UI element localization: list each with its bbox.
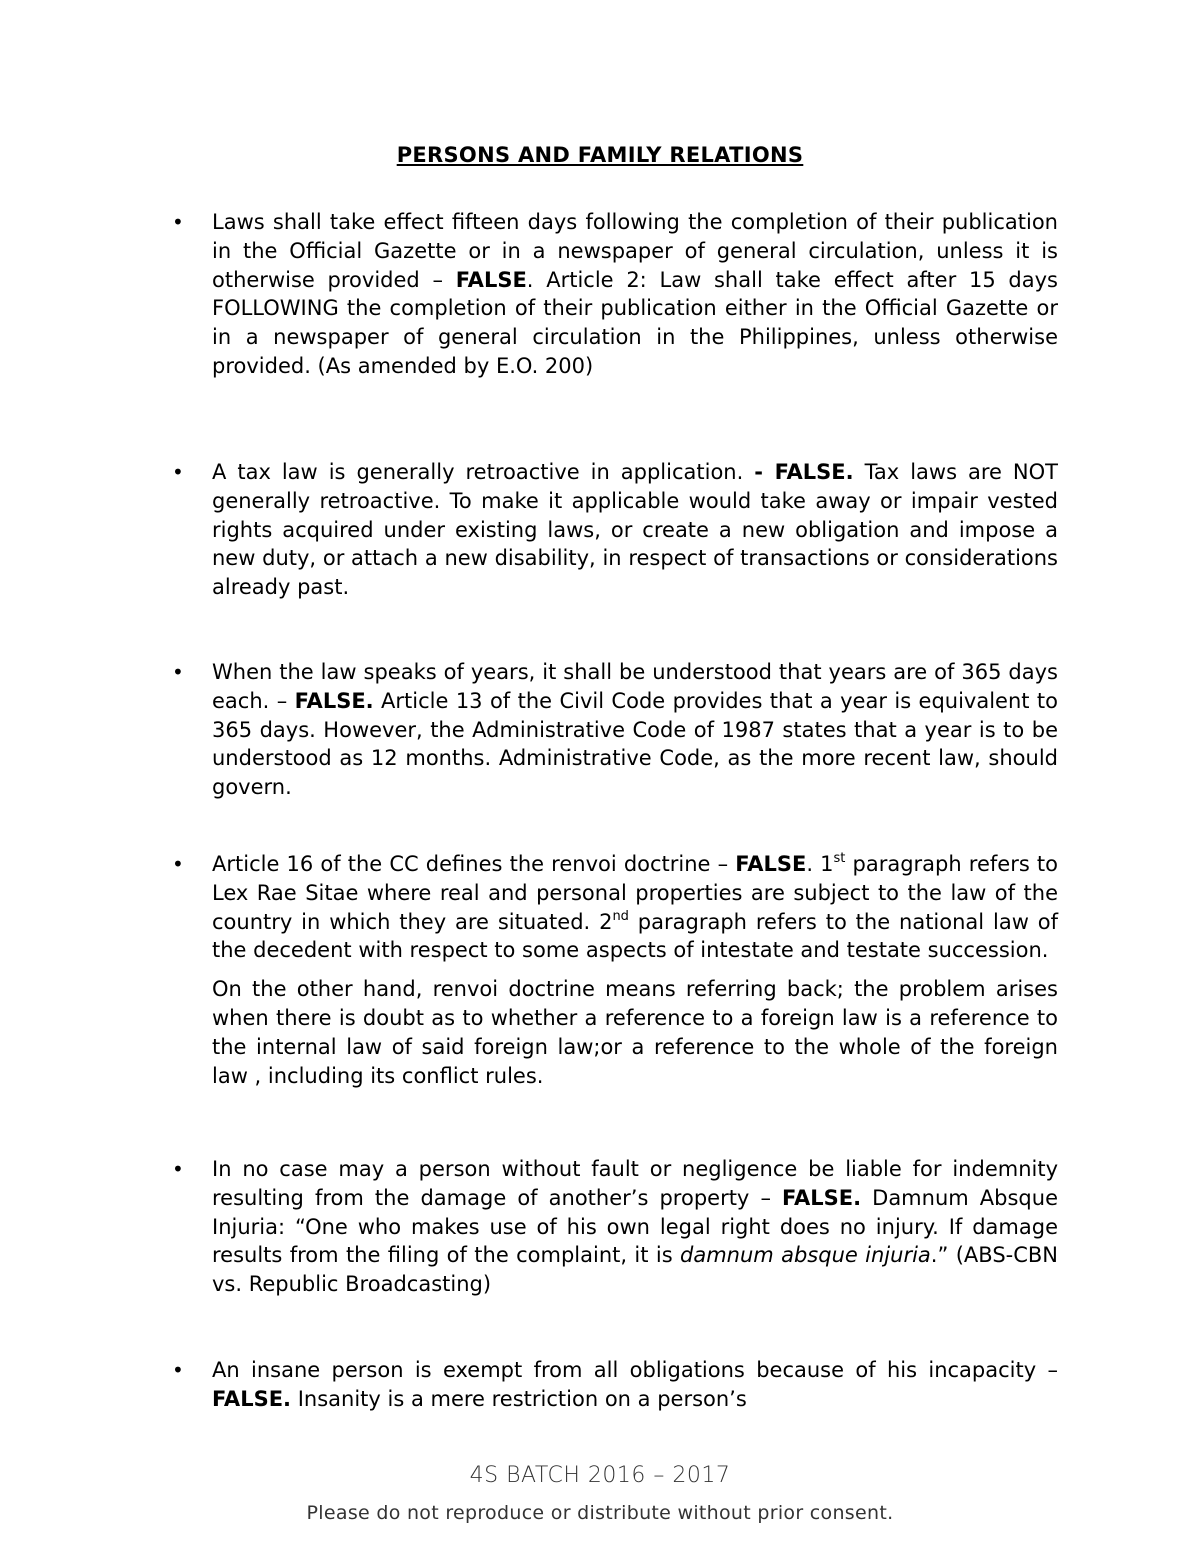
list-item (172, 208, 1058, 381)
item-text: Article 16 of the CC defines the renvoi doctrine – FALSE. 1st paragraph refers to Lex Rae Sitae where real and personal properties are subject to the law of the country in which they are situated. 2nd paragraph refers to the national law of the decedent with respect to some aspects of intestate and testate succession. (212, 851, 1059, 963)
answer-label: FALSE. (294, 688, 374, 713)
item-text-continued: On the other hand, renvoi doctrine means referring back; the problem arises when there is doubt as to whether a reference to a foreign law is a reference to the internal law of said foreign law;or a reference to the whole of the foreign law , including its conflict rules. (212, 977, 1058, 1088)
list-item (172, 658, 1058, 802)
answer-label: FALSE (455, 267, 527, 292)
list-item (172, 850, 1059, 1090)
answer-label: FALSE. (212, 1386, 292, 1411)
page-title: PERSONS AND FAMILY RELATIONS (396, 143, 804, 167)
footer-batch: 4S BATCH 2016 – 2017 (469, 1463, 731, 1488)
bullet-icon: • (172, 460, 184, 484)
bullet-icon: • (172, 1157, 184, 1181)
list-item (172, 458, 1058, 602)
answer-label: FALSE (735, 852, 807, 876)
bullet-icon: • (172, 852, 184, 876)
bullet-icon: • (172, 1358, 184, 1382)
item-text: In no case may a person without fault or negligence be liable for indemnity resulting from the damage of another’s property – FALSE. Damnum Absque Injuria: “One who makes use of his own legal right does no injury. If damage results from the filing of the complaint, it is damnum absque injuria.” (ABS-CBN vs. Republic Broadcasting) (212, 1157, 1058, 1297)
answer-label: FALSE. (782, 1185, 862, 1210)
item-text: A tax law is generally retroactive in application. - FALSE. Tax laws are NOT generally retroactive. To make it applicable would take away or impair vested rights acquired under existing laws, or create a new obligation and impose a new duty, or attach a new disability, in respect of transactions or considerations already past. (212, 460, 1058, 600)
list-item (172, 1356, 1058, 1414)
footer-note: Please do not reproduce or distribute without prior consent. (306, 1502, 894, 1524)
bullet-icon: • (172, 660, 184, 684)
bullet-icon: • (172, 210, 184, 234)
answer-label: - FALSE. (754, 460, 854, 484)
item-text: When the law speaks of years, it shall be understood that years are of 365 days each. – FALSE. Article 13 of the Civil Code provides that a year is equivalent to 365 days. However, the Administrative Code of 1987 states that a year is to be understood as 12 months. Administrative Code, as the more recent law, should govern. (212, 660, 1058, 800)
list-item (172, 1155, 1058, 1299)
item-text: Laws shall take effect fifteen days following the completion of their publication in the Official Gazette or in a newspaper of general circulation, unless it is otherwise provided – FALSE. Article 2: Law shall take effect after 15 days FOLLOWING the completion of their publication either in the Official Gazette or in a newspaper of general circulation in the Philippines, unless otherwise provided. (As amended by E.O. 200) (212, 210, 1058, 378)
item-text: An insane person is exempt from all obligations because of his incapacity – FALSE. Insanity is a mere restriction on a person’s (212, 1358, 1058, 1411)
